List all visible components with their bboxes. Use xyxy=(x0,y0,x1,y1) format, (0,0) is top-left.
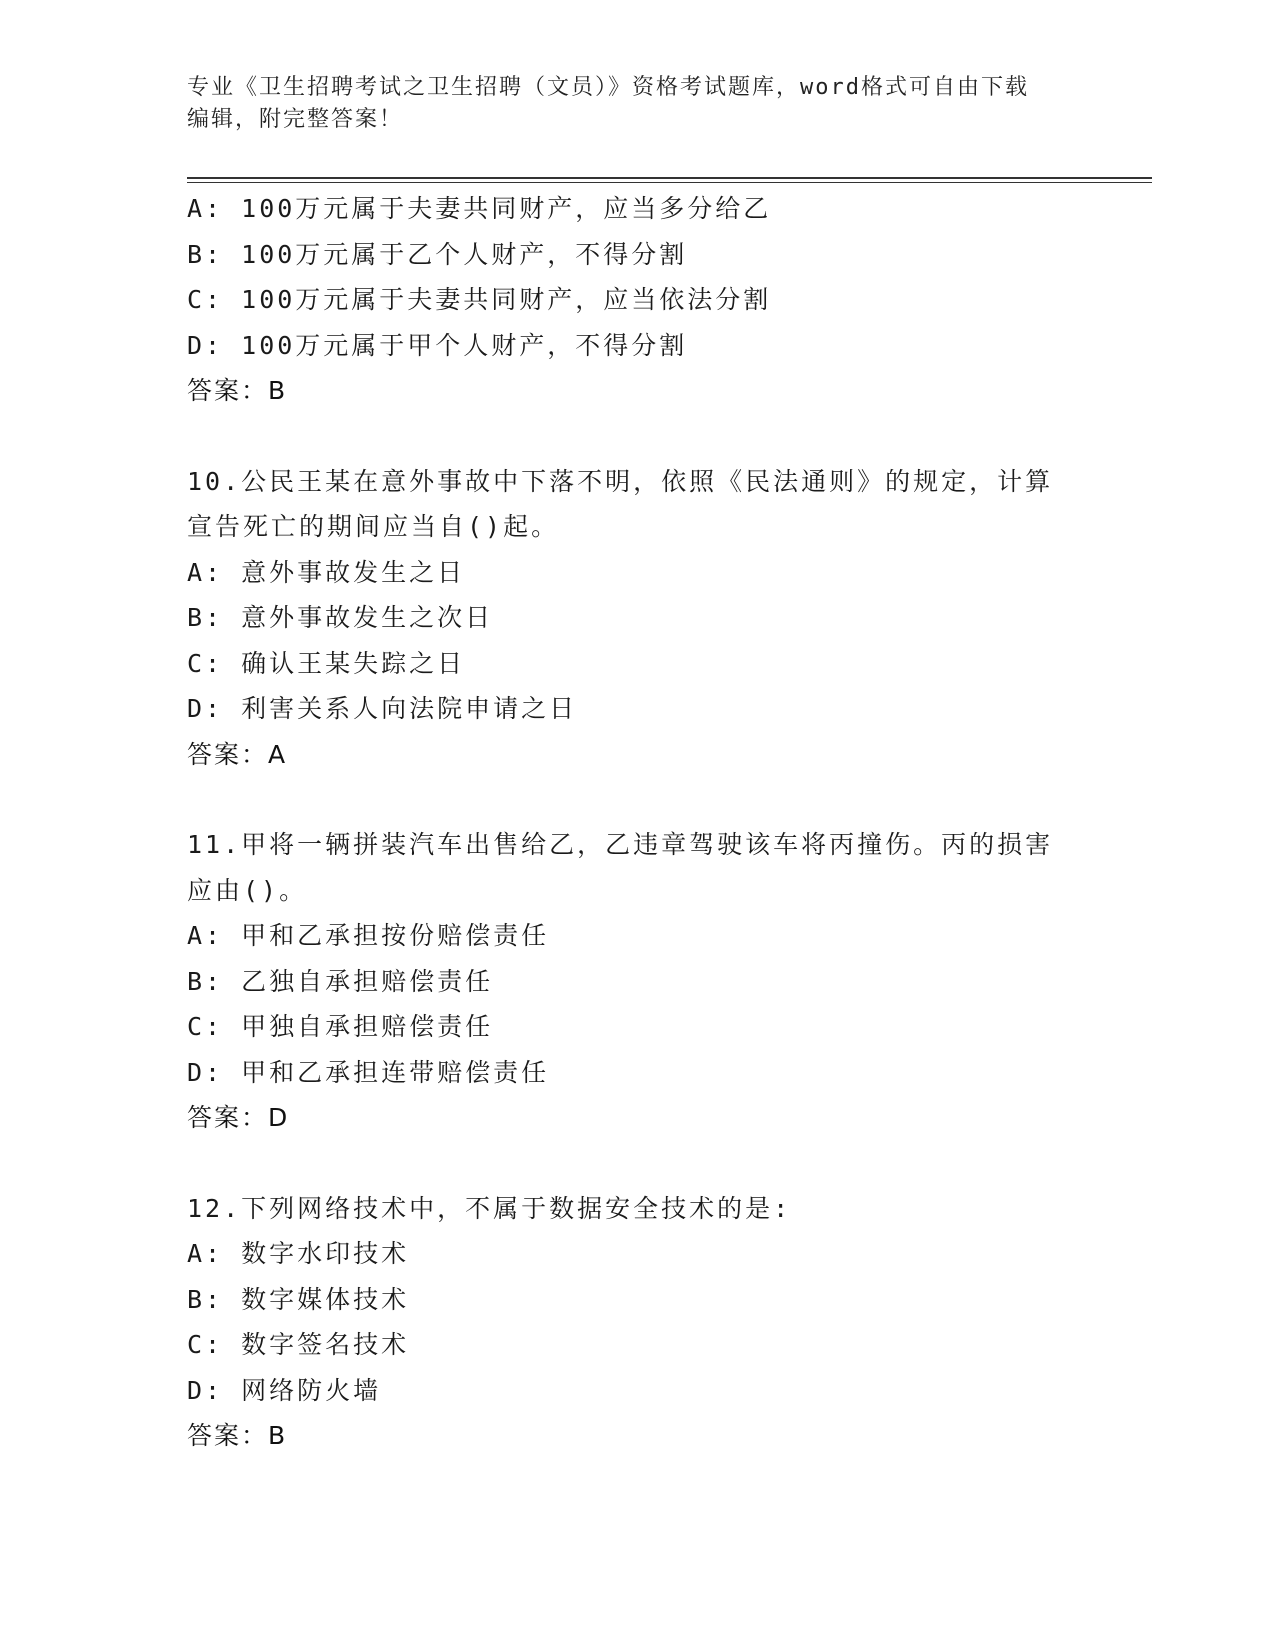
option-b: B: 意外事故发生之次日 xyxy=(187,603,494,632)
question-list xyxy=(187,186,1087,1459)
option-b: B: 100万元属于乙个人财产，不得分割 xyxy=(187,239,688,269)
option-d: D: 利害关系人向法院申请之日 xyxy=(187,694,578,723)
header-divider-thin xyxy=(187,182,1152,183)
option-a: A: 甲和乙承担按份赔偿责任 xyxy=(187,921,550,950)
header-line-2: 编辑，附完整答案！ xyxy=(187,107,404,132)
question-stem-line-2: 应由()。 xyxy=(187,875,308,905)
question-11 xyxy=(187,822,1087,1141)
option-d: D: 甲和乙承担连带赔偿责任 xyxy=(187,1057,550,1087)
option-a: A: 数字水印技术 xyxy=(187,1239,410,1268)
option-d: D: 网络防火墙 xyxy=(187,1375,382,1405)
question-stem-line-2: 宣告死亡的期间应当自()起。 xyxy=(187,512,560,541)
option-b: B: 乙独自承担赔偿责任 xyxy=(187,966,494,996)
header-divider-thick xyxy=(187,177,1152,179)
question-10 xyxy=(187,459,1087,778)
spacer xyxy=(187,414,1087,459)
question-12 xyxy=(187,1186,1087,1459)
answer-line: 答案：B xyxy=(187,1421,288,1450)
answer-line: 答案：B xyxy=(187,376,288,405)
option-a: A: 100万元属于夫妻共同财产，应当多分给乙 xyxy=(187,194,772,223)
question-9 xyxy=(187,186,1087,414)
option-c: C: 确认王某失踪之日 xyxy=(187,648,466,678)
spacer xyxy=(187,1141,1087,1186)
spacer xyxy=(187,777,1087,822)
answer-line: 答案：D xyxy=(187,1103,290,1132)
document-header xyxy=(187,72,1067,136)
option-a: A: 意外事故发生之日 xyxy=(187,557,466,587)
answer-line: 答案：A xyxy=(187,739,288,769)
option-c: C: 数字签名技术 xyxy=(187,1330,410,1359)
option-b: B: 数字媒体技术 xyxy=(187,1284,410,1314)
option-c: C: 甲独自承担赔偿责任 xyxy=(187,1012,494,1041)
question-stem-line-1: 11.甲将一辆拼装汽车出售给乙，乙违章驾驶该车将丙撞伤。丙的损害 xyxy=(187,830,1054,859)
header-line-1: 专业《卫生招聘考试之卫生招聘（文员）》资格考试题库，word格式可自由下载 xyxy=(187,75,1029,100)
question-stem-line-1: 12.下列网络技术中，不属于数据安全技术的是: xyxy=(187,1193,792,1223)
option-c: C: 100万元属于夫妻共同财产，应当依法分割 xyxy=(187,285,772,314)
option-d: D: 100万元属于甲个人财产，不得分割 xyxy=(187,330,688,360)
question-stem-line-1: 10.公民王某在意外事故中下落不明，依照《民法通则》的规定，计算 xyxy=(187,466,1054,496)
